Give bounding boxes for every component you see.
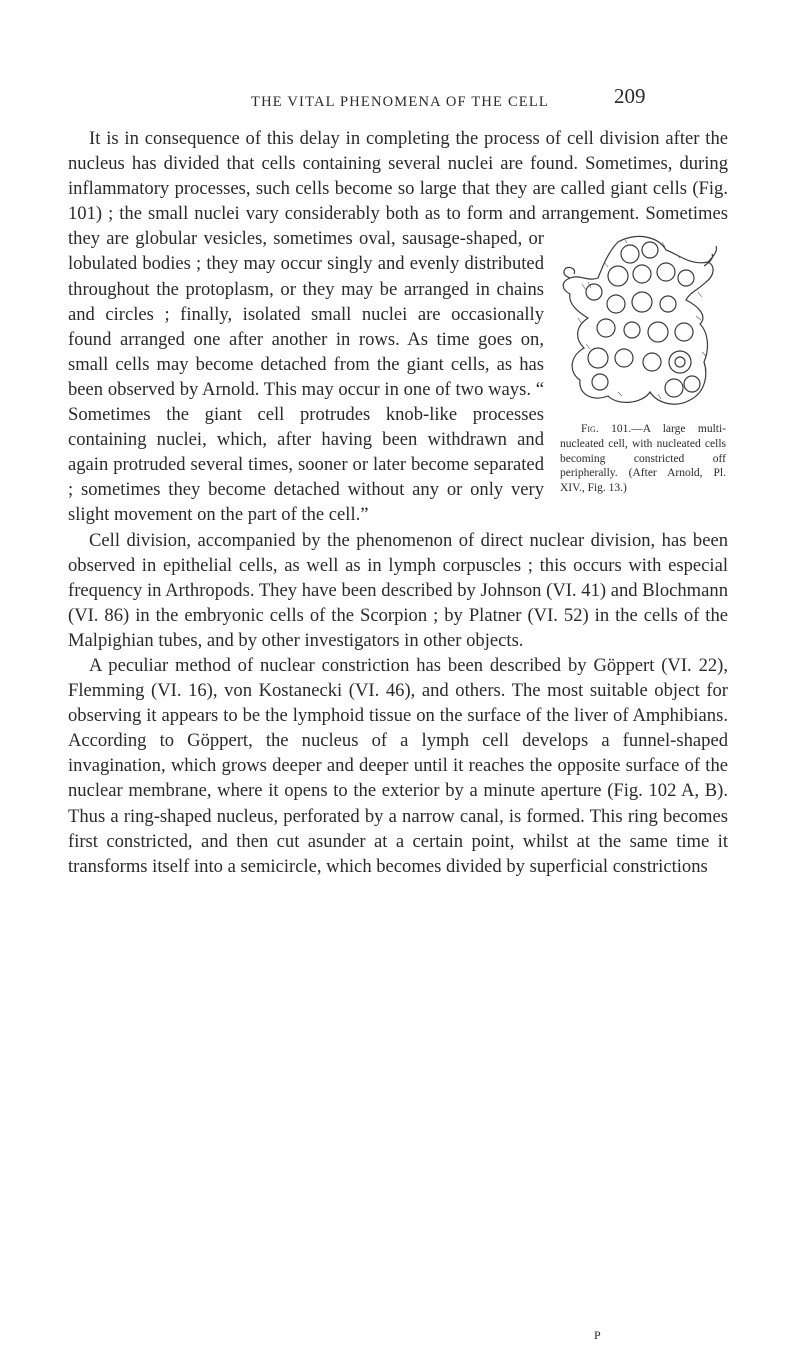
nucleus	[684, 376, 700, 392]
giant-cell-illustration	[558, 232, 722, 412]
page-number: 209	[614, 84, 646, 108]
figure-label: Fig. 101.	[581, 423, 632, 436]
figure-101	[558, 232, 726, 495]
figure-caption-text: —A large multi-nucleated cell, with nucleated cells becoming constricted off peripherally. (After Arnold, Pl. XIV., Fig. 13.)	[560, 423, 726, 494]
cell-outline	[563, 237, 713, 405]
nucleus	[586, 284, 602, 300]
body-text	[68, 126, 728, 879]
nucleus	[592, 374, 608, 390]
nucleus	[643, 353, 661, 371]
nucleus	[648, 322, 668, 342]
nucleus	[615, 349, 633, 367]
nucleus	[608, 266, 628, 286]
nucleus	[675, 323, 693, 341]
nucleus	[588, 348, 608, 368]
paragraph-giant-cells	[68, 126, 728, 528]
signature-mark: P	[594, 1328, 601, 1342]
nucleus	[633, 265, 651, 283]
nucleus	[632, 292, 652, 312]
paragraph-direct-division: Cell division, accompanied by the phenomenon of direct nuclear division, has been observed in epithelial cells, as well as in lymph corpuscles ; this occurs with especial frequency in Arthropods. They have been described by Johnson (VI. 41) and Blochmann (VI. 86) in the embryonic cells of the Scorpion ; by Platner (VI. 52) in the cells of the Malpighian tubes, and by other investigators in other objects.	[68, 529, 728, 651]
figure-caption	[558, 422, 726, 495]
protruding-process-left	[564, 268, 575, 279]
paragraph-nuclear-constriction: A peculiar method of nuclear constriction has been described by Göppert (VI. 22), Flemming (VI. 16), von Kostanecki (VI. 46), and others. The most suitable object for observing it appears to be the lymphoid tissue on the surface of the liver of Amphibians. According to Göppert, the nucleus of a lymph cell develops a funnel-shaped invagination, which grows deeper and deeper until it reaches the opposite surface of the nuclear membrane, where it opens to the exterior by a minute aperture (Fig. 102 A, B). Thus a ring-shaped nucleus, perforated by a narrow canal, is formed. This ring becomes first constricted, and then cut asunder at a certain point, whilst at the same time it transforms itself into a semicircle, which becomes divided by superficial constrictions	[68, 654, 728, 877]
nucleus	[678, 270, 694, 286]
paragraph-1-part-2: Sometimes they are globular vesicles, sometimes oval, sausage-shaped, or lobulated bodies ; they may occur singly and evenly distributed throughout the protoplasm, or they may be arranged in chains and circles ; finally, isolated small nuclei are occasionally found arranged one after another in rows. As time goes on, small cells may become detached from the giant cells, as has been observed by Arnold. This may occur in one of two ways. “ Sometimes the giant cell protrudes knob-like processes containing nuclei, which, after having been withdrawn and again protruded several times, sooner or later become separated ; sometimes they become detached without any or only very slight movement on the part of the cell.”	[68, 203, 729, 526]
nucleus	[621, 245, 639, 263]
nucleus	[669, 351, 691, 373]
nucleus	[675, 357, 685, 367]
page-header	[0, 84, 800, 114]
nucleus	[660, 296, 676, 312]
nucleus	[624, 322, 640, 338]
nucleus	[665, 379, 683, 397]
nucleus	[607, 295, 625, 313]
running-head: THE VITAL PHENOMENA OF THE CELL	[251, 94, 549, 110]
paragraph-1-part-1: It is in consequence of this delay in completing the process of cell division after the nucleus has divided that cells containing several nuclei are found. Sometimes, during inflammatory processes, such cells become so large that they are called giant cells (Fig. 101) ; the small nuclei vary considerably both as to form and arrangement.	[68, 128, 728, 225]
nucleus	[642, 242, 658, 258]
nucleus	[597, 319, 615, 337]
nucleus	[657, 263, 675, 281]
